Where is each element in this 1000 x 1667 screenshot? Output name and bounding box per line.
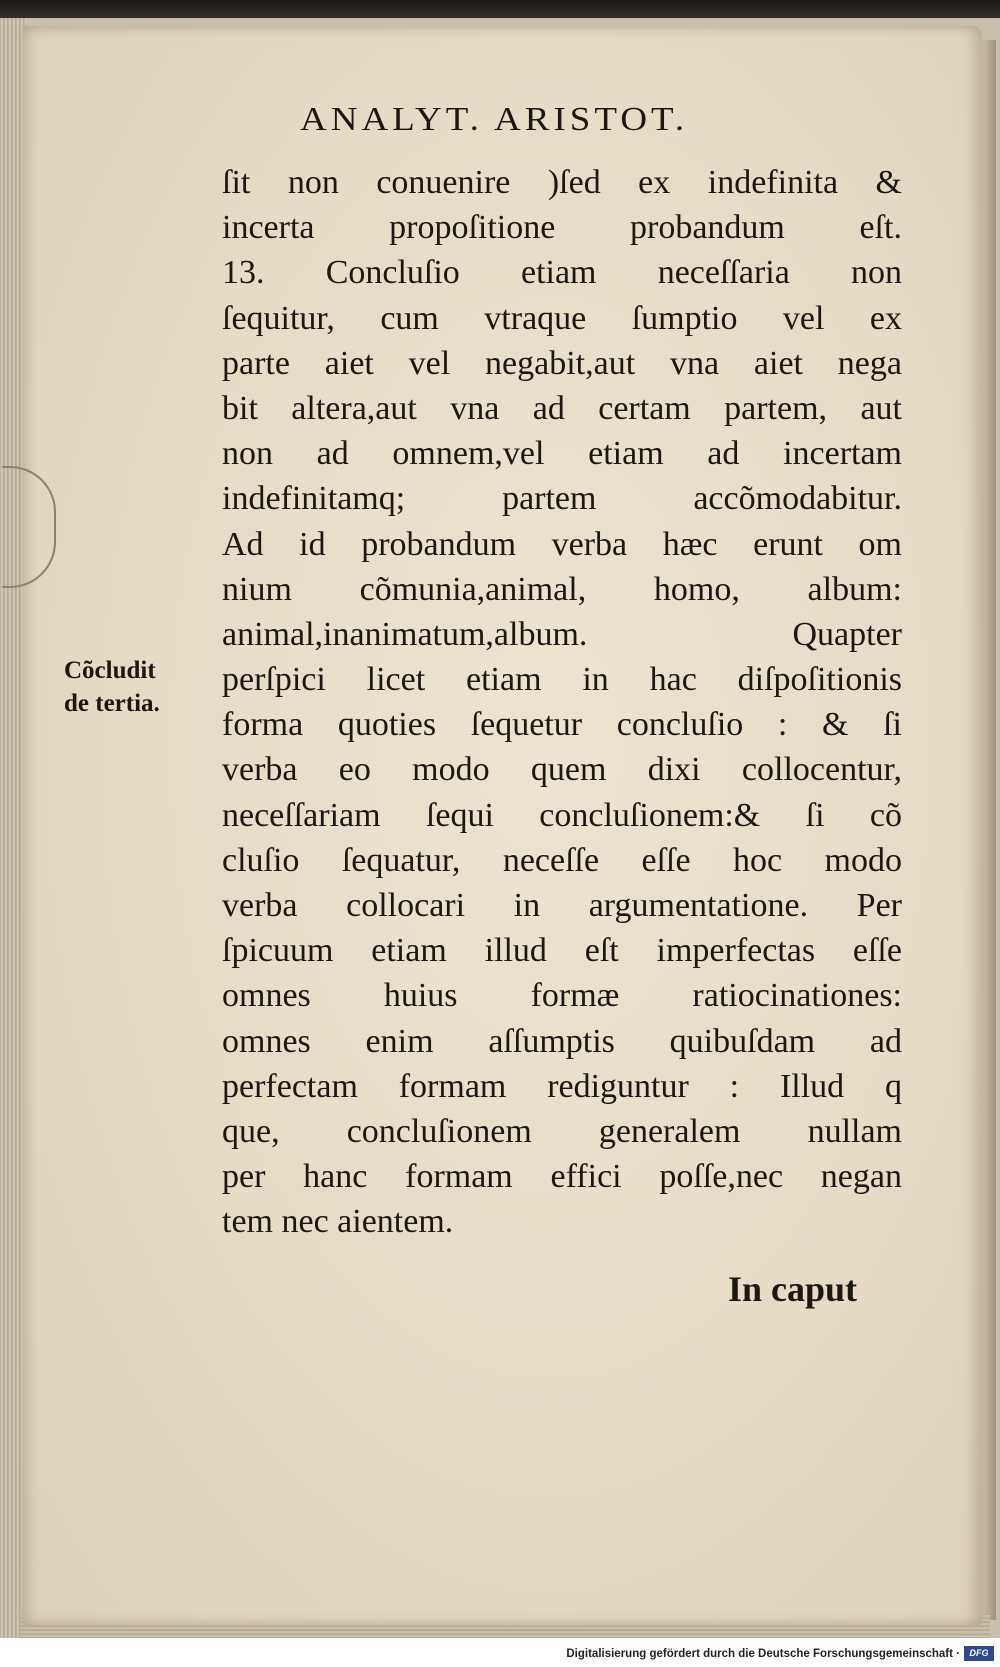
dfg-logo-icon: DFG: [964, 1646, 994, 1661]
marginal-note: [64, 654, 160, 720]
body-text: [222, 160, 902, 1245]
text-line: ſit non conuenire )ſed ex indefinita &: [222, 164, 902, 201]
text-line: perſpici licet etiam in hac diſpoſitionis: [222, 661, 902, 699]
text-line: animal,inanimatum,album. Quapter: [222, 615, 902, 653]
text-line: verba eo modo quem dixi collocentur,: [222, 751, 902, 789]
catchword: In caput: [728, 1269, 858, 1309]
text-line: verba collocari in argumentatione. Per: [222, 887, 902, 924]
text-line: ſequitur, cum vtraque ſumptio vel ex: [222, 299, 902, 337]
text-line: ſpicuum etiam illud eſt imperfectas eſſe: [222, 932, 902, 970]
text-line: non ad omnem,vel etiam ad incertam: [222, 435, 902, 473]
text-line: omnes enim aſſumptis quibuſdam ad: [222, 1022, 902, 1060]
text-line: forma quoties ſequetur concluſio : & ſi: [222, 706, 902, 744]
marginal-note-line-2: de tertia.: [64, 690, 160, 717]
text-line: omnes huius formæ ratiocinationes:: [222, 977, 902, 1015]
running-head: ANALYT. ARISTOT.: [300, 100, 689, 139]
text-line: parte aiet vel negabit,aut vna aiet nega: [222, 344, 902, 382]
digitization-credit: Digitalisierung gefördert durch die Deutsche Forschungsgemeinschaft ·: [566, 1648, 960, 1660]
text-line: perfectam formam rediguntur : Illud q: [222, 1067, 902, 1105]
text-line: indefinitamq; partem accõmodabitur.: [222, 480, 902, 518]
text-line: Ad id probandum verba hæc erunt om: [222, 525, 902, 563]
text-line: 13. Concluſio etiam neceſſaria non: [222, 254, 902, 292]
text-line: per hanc formam effici poſſe,nec negan: [222, 1158, 902, 1196]
text-line: neceſſariam ſequi concluſionem:& ſi cõ: [222, 796, 902, 834]
text-line: cluſio ſequatur, neceſſe eſſe hoc modo: [222, 841, 902, 879]
text-line: tem nec aientem.: [222, 1203, 454, 1241]
text-line: bit altera,aut vna ad certam partem, aut: [222, 389, 902, 427]
text-line: nium cõmunia,animal, homo, album:: [222, 570, 902, 608]
text-line: que, concluſionem generalem nullam: [222, 1112, 902, 1150]
text-line: incerta propoſitione probandum eſt.: [222, 209, 902, 247]
marginal-note-line-1: Cõcludit: [64, 657, 156, 684]
